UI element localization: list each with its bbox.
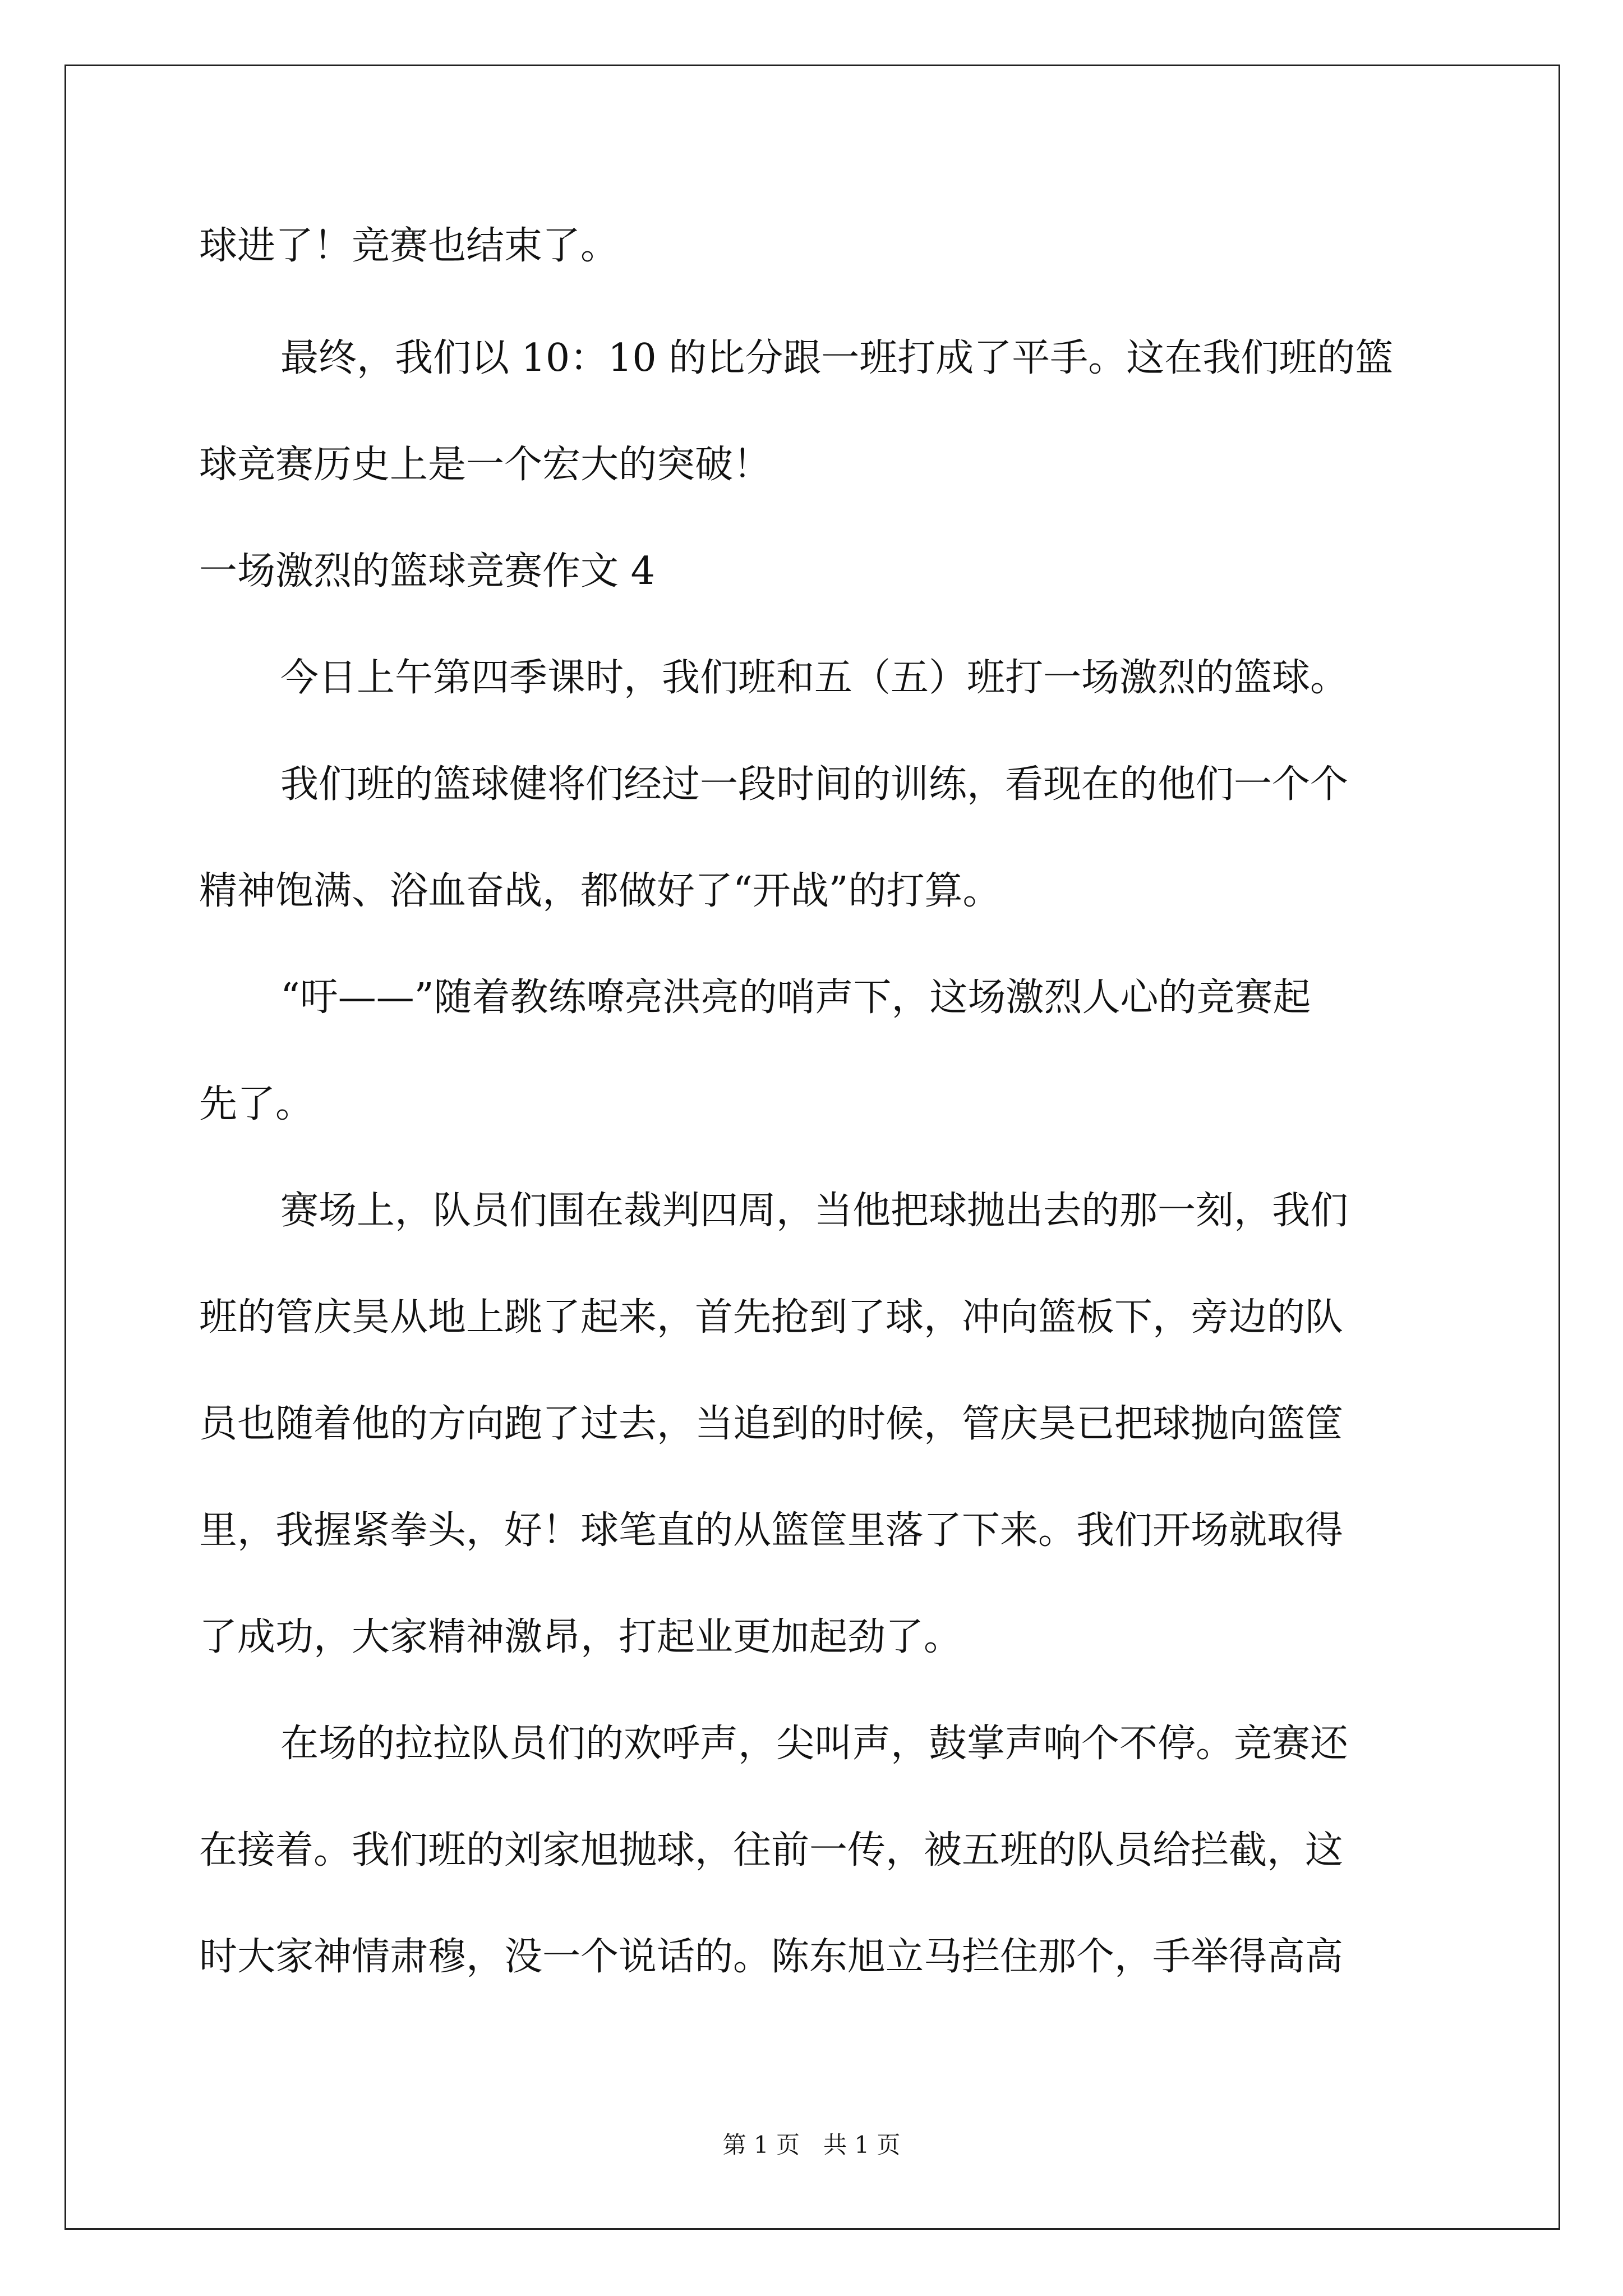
line-7: 精神饱满、浴血奋战，都做好了“开战”的打算。 — [199, 869, 1001, 913]
section-heading: 一场激烈的篮球竞赛作文 4 — [199, 549, 655, 593]
line-8: “吁——”随着教练嘹亮洪亮的哨声下，这场激烈人心的竞赛起 — [280, 976, 1311, 1020]
page-border — [64, 65, 1560, 2230]
page-number-footer: 第 1 页 共 1 页 — [722, 2131, 901, 2159]
line-16: 在接着。我们班的刘家旭抛球，往前一传，被五班的队员给拦截，这 — [199, 1828, 1344, 1872]
line-12: 员也随着他的方向跑了过去，当追到的时候，管庆昊已把球抛向篮筐 — [199, 1402, 1344, 1446]
line-9: 先了。 — [199, 1082, 314, 1126]
line-17: 时大家神情肃穆，没一个说话的。陈东旭立马拦住那个，手举得高高 — [199, 1935, 1344, 1979]
line-15: 在场的拉拉队员们的欢呼声，尖叫声，鼓掌声响个不停。竞赛还 — [280, 1722, 1349, 1766]
line-13: 里，我握紧拳头，好！球笔直的从篮筐里落了下来。我们开场就取得 — [199, 1508, 1344, 1553]
line-14: 了成功，大家精神激昂，打起业更加起劲了。 — [199, 1615, 962, 1659]
line-3: 球竞赛历史上是一个宏大的突破！ — [199, 443, 772, 487]
line-5: 今日上午第四季课时，我们班和五（五）班打一场激烈的篮球。 — [280, 656, 1349, 700]
line-6: 我们班的篮球健将们经过一段时间的训练，看现在的他们一个个 — [280, 762, 1349, 807]
line-2: 最终，我们以 10：10 的比分跟一班打成了平手。这在我们班的篮 — [280, 336, 1394, 380]
line-10: 赛场上，队员们围在裁判四周，当他把球抛出去的那一刻，我们 — [280, 1189, 1349, 1233]
line-11: 班的管庆昊从地上跳了起来，首先抢到了球，冲向篮板下，旁边的队 — [199, 1295, 1344, 1340]
line-1: 球进了！竞赛也结束了。 — [199, 224, 619, 268]
